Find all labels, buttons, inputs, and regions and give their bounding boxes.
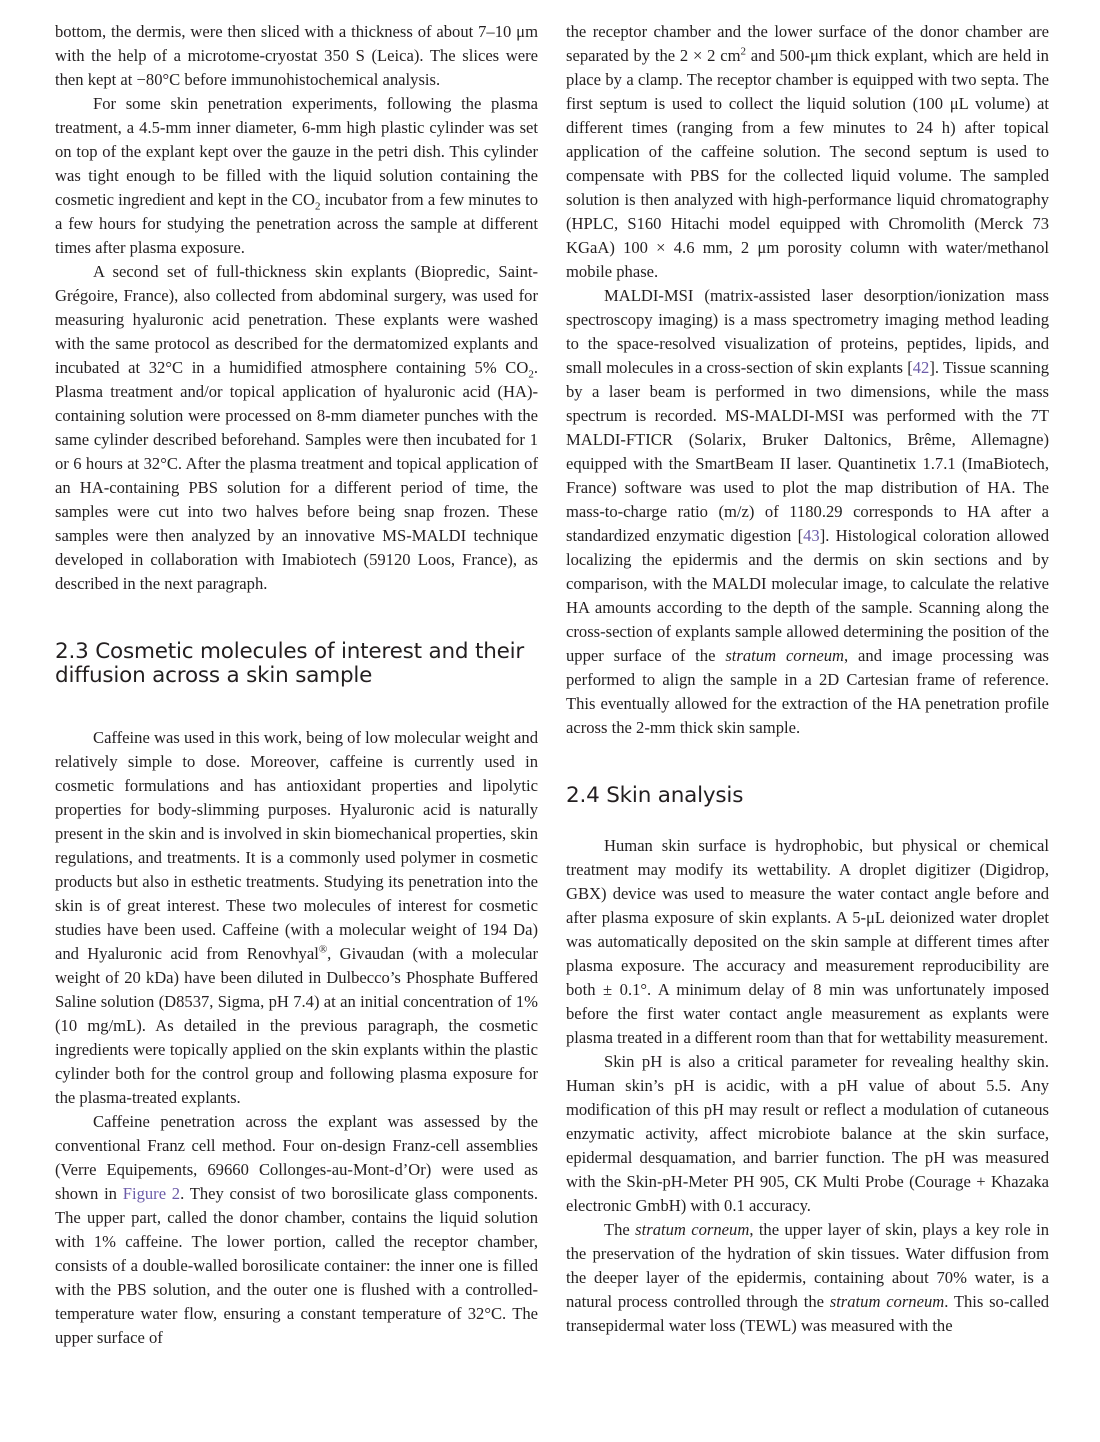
text: Caffeine penetration across the explant was assessed by the conventional Franz cell method. Four on-design Franz-cell assemblies (Verre Equipements, 69660 Collonges-au-Mont-d’Or) were used as shown in [55, 1112, 538, 1203]
subscript: 2 [314, 200, 321, 213]
citation-link[interactable]: 43 [803, 526, 820, 545]
superscript: 2 [740, 45, 746, 58]
text: incubator from a few minutes to a few hours for studying the penetration across the sample at different times after plasma exposure. [55, 190, 538, 257]
text: the receptor chamber and the lower surface of the donor chamber are separated by the 2 × 2 cm [566, 22, 1049, 65]
section-heading: 2.4 Skin analysis [566, 783, 744, 808]
text: , Givaudan (with a molecular weight of 20 kDa) have been diluted in Dulbecco’s Phosphate Buffered Saline solution (D8537, Sigma, pH 7.4) at an initial concentration of 1% (10 mg/mL). As detailed in the previous paragraph, the cosmetic ingredients were topically applied on the skin explants within the plastic cylinder both for the control group and following plasma exposure for the plasma-treated explants. [55, 944, 538, 1107]
paragraph [55, 1110, 538, 1350]
section-heading: 2.3 Cosmetic molecules of interest and their diffusion across a skin sample [55, 639, 525, 688]
italic-term: stratum corneum [725, 646, 845, 665]
left-column [55, 20, 538, 1350]
text: . They consist of two borosilicate glass components. The upper part, called the donor chamber, contains the liquid solution with 1% caffeine. The lower portion, called the receptor chamber, consists of a double-walled borosilicate container: the inner one is filled with the PBS solution, and the outer one is flushed with a controlled-temperature water flow, ensuring a constant temperature of 32°C. The upper surface of [55, 1184, 538, 1347]
paragraph [55, 726, 538, 1110]
paragraph [55, 92, 538, 260]
paragraph [566, 20, 1049, 284]
figure-link[interactable]: Figure 2 [122, 1184, 181, 1203]
superscript: ® [318, 943, 328, 956]
text: ]. Histological coloration allowed localizing the epidermis and the dermis on skin sections and by comparison, with the MALDI molecular image, to calculate the relative HA amounts according to the depth of the sample. Scanning along the cross-section of explants sample allowed determining the position of the upper surface of the [566, 526, 1049, 665]
text: A second set of full-thickness skin explants (Biopredic, Saint-Grégoire, France), also collected from abdominal surgery, was used for measuring hyaluronic acid penetration. These explants were washed with the same protocol as described for the dermatomized explants and incubated at 32°C in a humidified atmosphere containing 5% CO [55, 262, 538, 377]
text: MALDI-MSI (matrix-assisted laser desorption/ionization mass spectroscopy imaging) is a mass spectrometry imaging method leading to the space-resolved visualization of proteins, peptides, lipids, and small molecules in a cross-section of skin explants [ [566, 286, 1049, 377]
text: , the upper layer of skin, plays a key role in the preservation of the hydration of skin tissues. Water diffusion from the deeper layer of the epidermis, containing about 70% water, is a natural process controlled through the [566, 1220, 1049, 1311]
paragraph [566, 284, 1049, 740]
text: . This so-called transepidermal water loss (TEWL) was measured with the [566, 1292, 1049, 1335]
paragraph [566, 1218, 1049, 1338]
text: . Plasma treatment and/or topical application of hyaluronic acid (HA)-containing solution were processed on 8-mm diameter punches with the same cylinder described beforehand. Samples were then incubated for 1 or 6 hours at 32°C. After the plasma treatment and topical application of an HA-containing PBS solution for a different period of time, the samples were cut into two halves before being snap frozen. These samples were then analyzed by an innovative MS-MALDI technique developed in collaboration with Imabiotech (59120 Loos, France), as described in the next paragraph. [55, 358, 538, 593]
italic-term: stratum corneum [635, 1220, 750, 1239]
subscript: 2 [528, 368, 534, 381]
italic-term: stratum corneum [829, 1292, 945, 1311]
paragraph: Human skin surface is hydrophobic, but physical or chemical treatment may modify its wettability. A droplet digitizer (Digidrop, GBX) device was used to measure the water contact angle before and after plasma exposure of skin explants. A 5-μL deionized water droplet was automatically deposited on the skin sample at different times after plasma exposure. The accuracy and measurement reproducibility are both ± 0.1°. A minimum delay of 8 min was unfortunately imposed before the first water contact angle measurement as explants were plasma treated in a different room than that for wettability measurement. [566, 836, 1049, 1047]
text: ]. Tissue scanning by a laser beam is performed in two dimensions, while the mass spectrum is recorded. MS-MALDI-MSI was performed with the 7T MALDI-FTICR (Solarix, Bruker Daltonics, Brême, Allemagne) equipped with the SmartBeam II laser. Quantinetix 1.7.1 (ImaBiotech, France) software was used to plot the map distribution of HA. The mass-to-charge ratio (m/z) of 1180.29 corresponds to HA after a standardized enzymatic digestion [ [566, 358, 1050, 545]
text: For some skin penetration experiments, following the plasma treatment, a 4.5-mm inner diameter, 6-mm high plastic cylinder was set on top of the explant kept over the gauze in the petri dish. This cylinder was tight enough to be filled with the liquid solution containing the cosmetic ingredient and kept in the CO [55, 94, 538, 209]
right-column [566, 20, 1049, 1338]
text: Caffeine was used in this work, being of low molecular weight and relatively simple to dose. Moreover, caffeine is currently used in cosmetic formulations and has antioxidant properties and lipolytic properties for body-slimming purposes. Hyaluronic acid is naturally present in the skin and is involved in skin biomechanical properties, skin regulations, and treatments. It is a commonly used polymer in cosmetic products but also in esthetic treatments. Studying its penetration into the skin is of great interest. These two molecules of interest for cosmetic studies have been used. Caffeine (with a molecular weight of 194 Da) and Hyaluronic acid from Renovhyal [55, 728, 538, 963]
citation-link[interactable]: 42 [912, 358, 930, 377]
text: , and image processing was performed to align the sample in a 2D Cartesian frame of reference. This eventually allowed for the extraction of the HA penetration profile across the 2-mm thick skin sample. [566, 646, 1049, 737]
paragraph: Skin pH is also a critical parameter for revealing healthy skin. Human skin’s pH is acidic, with a pH value of about 5.5. Any modification of this pH may result or reflect a modulation of cutaneous enzymatic activity, affect microbiote balance at the skin surface, epidermal desquamation, and barrier function. The pH was measured with the Skin-pH-Meter PH 905, CK Multi Probe (Courage + Khazaka electronic GmbH) with 0.1 accuracy. [566, 1052, 1049, 1215]
text: The [604, 1220, 636, 1239]
paragraph [55, 260, 538, 596]
paragraph: bottom, the dermis, were then sliced with a thickness of about 7–10 μm with the help of a microtome-cryostat 350 S (Leica). The slices were then kept at −80°C before immunohistochemical analysis. [55, 22, 538, 89]
text: and 500-μm thick explant, which are held in place by a clamp. The receptor chamber is equipped with two septa. The first septum is used to collect the liquid solution (100 μL volume) at different times (ranging from a few minutes to 24 h) after topical application of the caffeine solution. The second septum is used to compensate with PBS for the collected liquid volume. The sampled solution is then analyzed with high-performance liquid chromatography (HPLC, S160 Hitachi model equipped with Chromolith (Merck 73 KGaA) 100 × 4.6 mm, 2 μm porosity column with water/methanol mobile phase. [566, 46, 1049, 281]
